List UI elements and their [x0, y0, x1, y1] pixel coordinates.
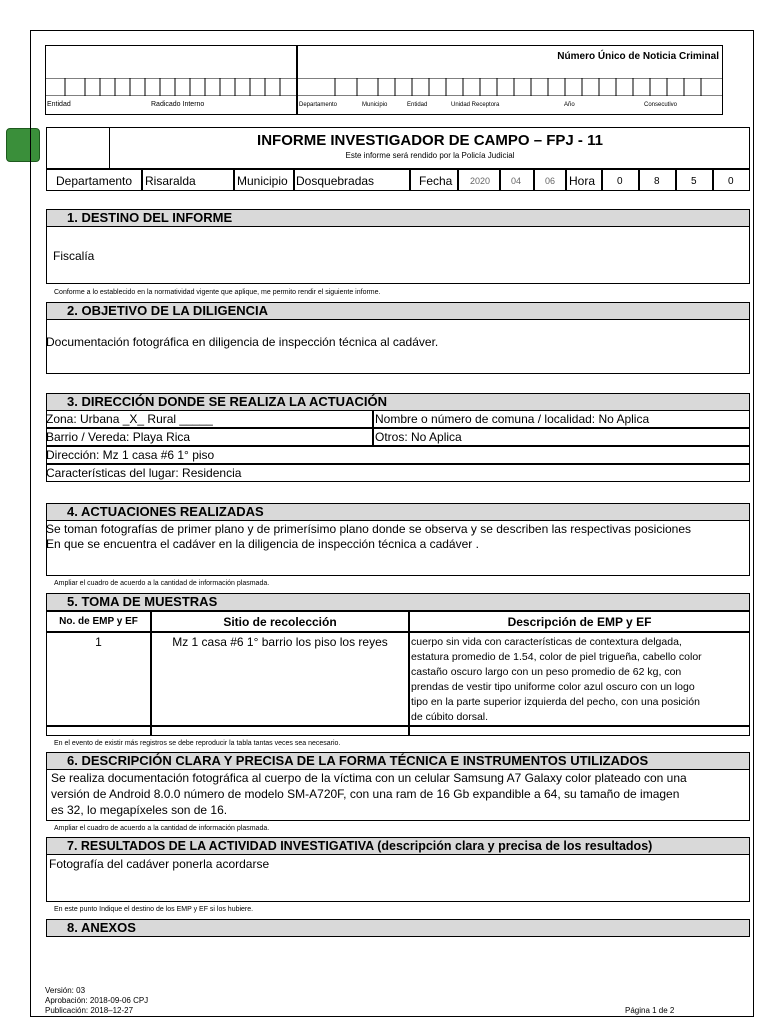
table-cell — [151, 726, 409, 736]
section-6-note: Ampliar el cuadro de acuerdo a la cantidad de información plasmada. — [54, 825, 270, 832]
unidad-label: Unidad Receptora — [451, 102, 500, 108]
table-cell — [46, 726, 151, 736]
nunc-title: Número Único de Noticia Criminal — [557, 51, 719, 62]
section-8-header: 8. ANEXOS — [46, 919, 750, 937]
col-header-no: No. de EMP y EF — [59, 616, 138, 627]
section-1-box — [46, 226, 750, 284]
entidad-hdr-label: Entidad — [407, 102, 428, 108]
departamento-label: Departamento — [56, 174, 133, 188]
destino-value: Fiscalía — [53, 249, 95, 263]
anio-label: Año — [564, 102, 575, 108]
aprobacion-text: Aprobación: 2018-09-06 CPJ — [45, 996, 149, 1005]
section-6-header: 6. DESCRIPCIÓN CLARA Y PRECISA DE LA FORMA TÉCNICA E INSTRUMENTOS UTILIZADOS — [46, 752, 750, 770]
col-header-descripcion: Descripción de EMP y EF — [507, 615, 652, 629]
version-text: Versión: 03 — [45, 986, 86, 995]
fecha-month: 04 — [511, 176, 522, 186]
radicado-label: Radicado Interno — [151, 101, 205, 108]
caracteristicas-value: Características del lugar: Residencia — [46, 466, 242, 480]
actuaciones-line: Se toman fotografías de primer plano y de primerísimo plano donde se observa y se describen las respectivas posiciones — [46, 522, 692, 536]
consecutivo-label: Consecutivo — [644, 102, 678, 108]
descripcion-line: prendas de vestir tipo uniforme color azul oscuro con un logo — [411, 681, 695, 693]
hora-digit: 0 — [617, 176, 623, 187]
section-7-header: 7. RESULTADOS DE LA ACTIVIDAD INVESTIGATIVA (descripción clara y precisa de los resultados) — [46, 837, 750, 855]
row-descripcion — [411, 635, 702, 725]
section-4-note: Ampliar el cuadro de acuerdo a la cantidad de información plasmada. — [54, 580, 270, 587]
hora-digit: 0 — [728, 176, 734, 187]
section-7-note: En este punto Indique el destino de los EMP y EF si los hubiere. — [54, 906, 254, 913]
section-4-header: 4. ACTUACIONES REALIZADAS — [46, 503, 750, 521]
logo-cell — [46, 127, 110, 169]
municipio-value: Dosquebradas — [296, 174, 375, 188]
resultados-value: Fotografía del cadáver ponerla acordarse — [49, 857, 270, 871]
fecha-day: 06 — [545, 176, 556, 186]
entidad-label: Entidad — [47, 101, 71, 108]
section-3-header: 3. DIRECCIÓN DONDE SE REALIZA LA ACTUACIÓN — [46, 393, 750, 411]
hora-digit: 8 — [654, 176, 660, 187]
fecha-year: 2020 — [470, 176, 491, 186]
descripcion-tecnica-line: es 32, lo megapíxeles son de 16. — [51, 803, 228, 817]
direccion-value: Dirección: Mz 1 casa #6 1° piso — [46, 448, 215, 462]
digit-grid — [45, 78, 723, 96]
departamento-value: Risaralda — [145, 174, 196, 188]
page-number: Página 1 de 2 — [625, 1006, 675, 1015]
table-cell — [409, 726, 750, 736]
barrio-value: Barrio / Vereda: Playa Rica — [46, 430, 191, 444]
document-page — [30, 30, 754, 1017]
descripcion-line: de cúbito dorsal. — [411, 711, 489, 723]
hora-label: Hora — [569, 174, 596, 188]
descripcion-tecnica-line: Se realiza documentación fotográfica al cuerpo de la víctima con un celular Samsung A7 Galaxy color plateado con una — [51, 771, 687, 785]
comuna-value: Nombre o número de comuna / localidad: No Aplica — [375, 412, 650, 426]
descripcion-line: castaño oscuro largo con un peso promedio de 62 kg, con — [411, 666, 682, 678]
municipio-hdr-label: Municipio — [362, 102, 388, 108]
digit-row — [45, 78, 723, 96]
footer-meta — [45, 986, 148, 1016]
fecha-label: Fecha — [419, 174, 453, 188]
publicacion-text: Publicación: 2018–12-27 — [45, 1006, 134, 1015]
departamento-hdr-label: Departamento — [299, 102, 338, 108]
form-title: INFORME INVESTIGADOR DE CAMPO – FPJ - 11 — [257, 132, 603, 149]
municipio-label: Municipio — [237, 174, 288, 188]
descripcion-line: tipo en la parte superior izquierda del pecho, con una posición — [411, 696, 700, 708]
section-1-note: Conforme a lo establecido en la normatividad vigente que aplique, me permito rendir el siguiente informe. — [54, 289, 381, 296]
row-number: 1 — [95, 635, 102, 649]
actuaciones-line: En que se encuentra el cadáver en la diligencia de inspección técnica a cadáver . — [46, 537, 479, 551]
otros-value: Otros: No Aplica — [375, 430, 462, 444]
section-1-header: 1. DESTINO DEL INFORME — [46, 209, 750, 227]
section-5-note: En el evento de existir más registros se debe reproducir la tabla tantas veces sea necesario. — [54, 740, 341, 747]
zona-value: Zona: Urbana _X_ Rural _____ — [46, 412, 213, 426]
descripcion-line: cuerpo sin vida con características de contextura delgada, — [411, 636, 682, 648]
descripcion-tecnica-line: versión de Android 8.0.0 número de modelo SM-A720F, con una ram de 16 Gb expandible a 64, su tamaño de imagen — [51, 787, 680, 801]
form-subtitle: Este informe será rendido por la Policía Judicial — [345, 151, 515, 160]
descripcion-line: estatura promedio de 1.54, color de piel trigueña, cabello color — [411, 651, 702, 663]
section-5-header: 5. TOMA DE MUESTRAS — [46, 593, 750, 611]
hora-digit: 5 — [691, 176, 697, 187]
row-sitio: Mz 1 casa #6 1° barrio los piso los reyes — [172, 635, 388, 649]
objetivo-value: Documentación fotográfica en diligencia de inspección técnica al cadáver. — [46, 335, 439, 349]
section-2-header: 2. OBJETIVO DE LA DILIGENCIA — [46, 302, 750, 320]
col-header-sitio: Sitio de recolección — [223, 615, 337, 629]
